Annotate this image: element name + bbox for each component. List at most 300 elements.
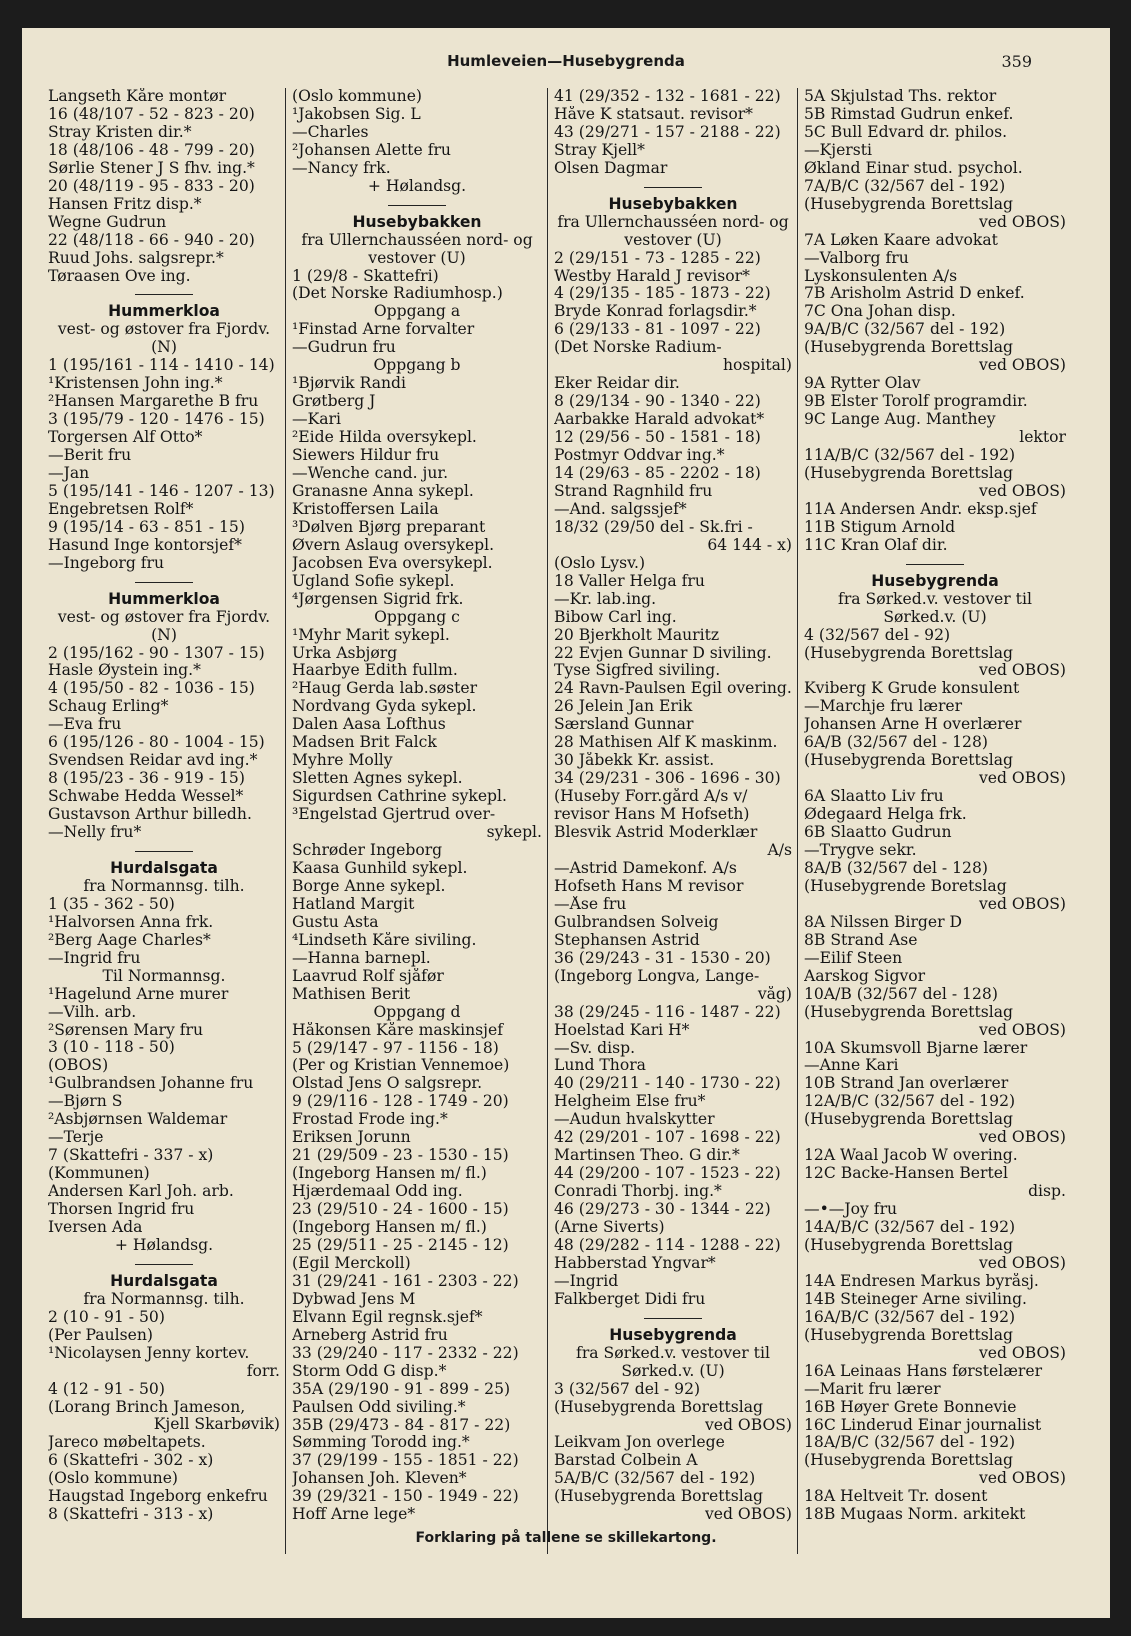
directory-entry: (Husebygrenda Borettslag (804, 1003, 1014, 1021)
section-divider (48, 1255, 280, 1273)
directory-entry: 6 (29/133 - 81 - 1097 - 22) (554, 321, 761, 339)
directory-entry: sykepl. (486, 824, 542, 842)
directory-entry: ved OBOS) (978, 357, 1066, 375)
directory-entry: 14A/B/C (32/567 del - 192) (804, 1219, 1016, 1237)
directory-entry: ¹Jakobsen Sig. L (292, 105, 421, 123)
directory-entry: —Wenche cand. jur. (292, 465, 449, 482)
section-divider (48, 285, 280, 303)
direction-note: Sørked.v. (U) (621, 1362, 725, 1380)
directory-entry: Kviberg K Grude konsulent (804, 680, 1020, 698)
page-header (22, 52, 1110, 74)
directory-entry: 20 Bjerkholt Mauritz (554, 626, 720, 644)
direction-note: + Hølandsg. (367, 177, 467, 195)
page-title: Humleveien—Husebygrenda (447, 52, 685, 70)
directory-entry: 6A/B (32/567 del - 128) (804, 734, 988, 752)
directory-entry: —Vilh. arb. (48, 1003, 137, 1021)
direction-note: vest- og østover fra Fjordv. (57, 608, 271, 626)
directory-entry: Wegne Gudrun (48, 213, 167, 231)
directory-entry: Falkberget Didi fru (554, 1290, 706, 1308)
directory-entry: Siewers Hildur fru (292, 447, 440, 465)
directory-entry: Langseth Kåre montør (48, 88, 227, 105)
directory-entry: Olstad Jens O salgsrepr. (292, 1075, 483, 1093)
directory-entry: Gustu Asta (292, 913, 379, 931)
direction-note: fra Sørked.v. vestover til (838, 590, 1032, 608)
directory-entry: (Oslo kommune) (292, 88, 423, 105)
directory-entry: Dybwad Jens M (292, 1290, 416, 1308)
directory-entry: —Astrid Damekonf. A/s (554, 859, 737, 877)
directory-entry: —Kr. lab.ing. (554, 590, 657, 608)
directory-entry: 7 (Skattefri - 337 - x) (48, 1147, 214, 1165)
section-divider (554, 178, 792, 196)
directory-entry: Paulsen Odd siviling.* (292, 1398, 466, 1416)
column-1 (48, 88, 280, 1554)
directory-entry: 8A Nilssen Birger D (804, 913, 963, 931)
directory-entry: Håkonsen Kåre maskinsjef (292, 1021, 503, 1039)
directory-entry: —Ingrid (554, 1272, 619, 1290)
street-heading: Hummerkloa (108, 303, 220, 321)
directory-entry: 5A Skjulstad Ths. rektor (804, 88, 997, 105)
directory-entry: Helgheim Else fru* (554, 1093, 706, 1111)
directory-entry: 2 (29/151 - 73 - 1285 - 22) (554, 249, 761, 267)
direction-note: fra Sørked.v. vestover til (576, 1344, 770, 1362)
directory-entry: 39 (29/321 - 150 - 1949 - 22) (292, 1488, 519, 1506)
directory-entry: 21 (29/509 - 23 - 1530 - 15) (292, 1147, 509, 1165)
directory-entry: —Berit fru (48, 447, 132, 465)
directory-entry: (OBOS) (48, 1057, 109, 1075)
directory-entry: 23 (29/510 - 24 - 1600 - 15) (292, 1201, 509, 1219)
directory-entry: Habberstad Yngvar* (554, 1254, 716, 1272)
directory-entry: (Husebygrenda Borettslag (554, 1398, 764, 1416)
directory-entry: —Anne Kari (804, 1057, 899, 1075)
directory-entry: —Jan (48, 465, 90, 482)
directory-entry: (Per og Kristian Vennemoe) (292, 1057, 510, 1075)
direction-note: Sørked.v. (U) (883, 608, 987, 626)
direction-note: (N) (151, 339, 177, 357)
directory-entry: —Eva fru (48, 716, 122, 734)
section-divider (48, 842, 280, 860)
directory-entry: revisor Hans M Hofseth) (554, 806, 750, 824)
directory-entry: 1 (29/8 - Skattefri) (292, 267, 439, 285)
direction-note: Oppgang d (373, 1003, 461, 1021)
directory-entry: Myhre Molly (292, 752, 393, 770)
directory-entry: Ruud Johs. salgsrepr.* (48, 249, 224, 267)
directory-entry: 11B Stigum Arnold (804, 518, 956, 536)
directory-entry: 6B Slaatto Gudrun (804, 824, 952, 842)
directory-entry: Strand Ragnhild fru (554, 482, 713, 500)
directory-entry: (Husebygrenda Borettslag (554, 1488, 764, 1506)
directory-entry: (Husebygrenda Borettslag (804, 195, 1014, 213)
directory-entry: ved OBOS) (704, 1506, 792, 1524)
directory-entry: Storm Odd G disp.* (292, 1362, 447, 1380)
directory-entry: 35B (29/473 - 84 - 817 - 22) (292, 1416, 511, 1434)
directory-entry: 28 Mathisen Alf K maskinm. (554, 734, 778, 752)
directory-entry: —Sv. disp. (554, 1039, 636, 1057)
directory-entry: 38 (29/245 - 116 - 1487 - 22) (554, 1003, 781, 1021)
column-4 (804, 88, 1066, 1554)
direction-note: + Hølandsg. (114, 1236, 214, 1254)
directory-entry: 3 (32/567 del - 92) (554, 1380, 701, 1398)
directory-entry: —Audun hvalskytter (554, 1111, 715, 1129)
directory-entry: ¹Kristensen John ing.* (48, 375, 223, 393)
directory-entry: Martinsen Theo. G dir.* (554, 1147, 740, 1165)
directory-entry: —Charles (292, 123, 369, 141)
directory-entry: —Trygve sekr. (804, 842, 917, 860)
directory-entry: 11A/B/C (32/567 del - 192) (804, 447, 1016, 465)
directory-entry: 8 (195/23 - 36 - 919 - 15) (48, 770, 245, 788)
directory-entry: 41 (29/352 - 132 - 1681 - 22) (554, 88, 781, 105)
directory-entry: (Husebygrenda Borettslag (804, 644, 1014, 662)
directory-entry: —Kari (292, 411, 341, 429)
directory-entry: 2 (10 - 91 - 50) (48, 1308, 165, 1326)
directory-entry: ¹Halvorsen Anna frk. (48, 913, 214, 931)
directory-entry: ved OBOS) (978, 213, 1066, 231)
directory-entry: 44 (29/200 - 107 - 1523 - 22) (554, 1165, 781, 1183)
directory-entry: ved OBOS) (978, 1021, 1066, 1039)
directory-entry: (Egil Merckoll) (292, 1254, 411, 1272)
directory-entry: forr. (246, 1362, 280, 1380)
directory-entry: (Huseby Forr.gård A/s v/ (554, 788, 748, 806)
directory-entry: 9 (29/116 - 128 - 1749 - 20) (292, 1093, 509, 1111)
directory-entry: Leikvam Jon overlege (554, 1434, 725, 1452)
directory-entry: 22 Evjen Gunnar D siviling. (554, 644, 772, 662)
directory-entry: Ødegaard Helga frk. (804, 806, 967, 824)
directory-entry: 10A Skumsvoll Bjarne lærer (804, 1039, 1028, 1057)
direction-note: fra Ullernchausséen nord- og (301, 231, 533, 249)
directory-entry: —Gudrun fru (292, 339, 396, 357)
page-footer-note: Forklaring på tallene se skillekartong. (415, 1530, 717, 1546)
directory-entry: 5 (195/141 - 146 - 1207 - 13) (48, 482, 275, 500)
directory-entry: 12 (29/56 - 50 - 1581 - 18) (554, 429, 761, 447)
directory-entry: 14B Steineger Arne siviling. (804, 1290, 1028, 1308)
directory-entry: Hansen Fritz disp.* (48, 195, 202, 213)
directory-entry: 16C Linderud Einar journalist (804, 1416, 1042, 1434)
directory-entry: 8 (29/134 - 90 - 1340 - 22) (554, 393, 761, 411)
directory-entry: 26 Jelein Jan Erik (554, 698, 693, 716)
directory-entry: (Husebygrenda Borettslag (804, 752, 1014, 770)
directory-page (22, 28, 1110, 1618)
directory-entry: Stephansen Astrid (554, 931, 700, 949)
directory-entry: (Oslo Lysv.) (554, 554, 646, 572)
directory-entry: Nordvang Gyda sykepl. (292, 698, 477, 716)
directory-entry: Urka Asbjørg (292, 644, 398, 662)
directory-entry: Øvern Aslaug oversykepl. (292, 536, 495, 554)
directory-entry: våg) (757, 985, 792, 1003)
directory-entry: Hoff Arne lege* (292, 1506, 416, 1524)
directory-entry: 7A/B/C (32/567 del - 192) (804, 177, 1006, 195)
directory-entry: 37 (29/199 - 155 - 1851 - 22) (292, 1452, 519, 1470)
directory-entry: 64 144 - x) (707, 536, 792, 554)
directory-entry: 14A Endresen Markus byråsj. (804, 1272, 1039, 1290)
directory-entry: Bibow Carl ing. (554, 608, 677, 626)
directory-entry: 46 (29/273 - 30 - 1344 - 22) (554, 1201, 771, 1219)
directory-entry: 10A/B (32/567 del - 128) (804, 985, 998, 1003)
directory-entry: Iversen Ada (48, 1219, 143, 1236)
directory-entry: 4 (29/135 - 185 - 1873 - 22) (554, 285, 771, 303)
directory-entry: (Husebygrenda Borettslag (804, 1326, 1014, 1344)
directory-entry: ved OBOS) (978, 770, 1066, 788)
directory-entry: 16A Leinaas Hans førstelærer (804, 1362, 1043, 1380)
directory-entry: Haugstad Ingeborg enkefru (48, 1488, 268, 1506)
directory-entry: ¹Bjørvik Randi (292, 375, 406, 393)
direction-note: fra Ullernchausséen nord- og (557, 213, 789, 231)
section-divider (48, 573, 280, 591)
directory-entry: Schrøder Ingeborg (292, 842, 443, 860)
directory-entry: ved OBOS) (978, 1254, 1066, 1272)
directory-entry: Svendsen Reidar avd ing.* (48, 752, 258, 770)
column-2 (292, 88, 542, 1554)
direction-note: Oppgang c (374, 608, 460, 626)
directory-entry: 1 (35 - 362 - 50) (48, 895, 175, 913)
directory-entry: 6 (195/126 - 80 - 1004 - 15) (48, 734, 265, 752)
directory-entry: —•—Joy fru (804, 1201, 898, 1219)
section-divider (292, 196, 542, 214)
directory-entry: (Husebygrende Boretslag (804, 877, 1007, 895)
directory-entry: ¹Gulbrandsen Johanne fru (48, 1075, 254, 1093)
directory-entry: 35A (29/190 - 91 - 899 - 25) (292, 1380, 511, 1398)
directory-entry: Schwabe Hedda Wessel* (48, 788, 244, 806)
directory-entry: —Terje (48, 1129, 104, 1147)
directory-entry: Hasund Inge kontorsjef* (48, 536, 242, 554)
directory-entry: —Ingrid fru (48, 949, 141, 967)
directory-entry: Kaasa Gunhild sykepl. (292, 859, 468, 877)
directory-entry: 20 (48/119 - 95 - 833 - 20) (48, 177, 255, 195)
directory-entry: 43 (29/271 - 157 - 2188 - 22) (554, 123, 781, 141)
directory-entry: 8B Strand Ase (804, 931, 918, 949)
directory-entry: (Per Paulsen) (48, 1326, 153, 1344)
directory-entry: Andersen Karl Joh. arb. (48, 1183, 234, 1201)
direction-note: Oppgang b (373, 357, 461, 375)
directory-entry: 16A/B/C (32/567 del - 192) (804, 1308, 1016, 1326)
column-divider (285, 88, 286, 1554)
directory-entry: Jareco møbeltapets. (48, 1434, 206, 1452)
column-3 (554, 88, 792, 1554)
directory-entry: Mathisen Berit (292, 985, 411, 1003)
directory-entry: A/s (767, 842, 792, 860)
directory-entry: 4 (195/50 - 82 - 1036 - 15) (48, 680, 255, 698)
directory-entry: Stray Kjell* (554, 141, 645, 159)
street-heading: Husebygrenda (609, 1326, 737, 1344)
directory-entry: 1 (195/161 - 114 - 1410 - 14) (48, 357, 275, 375)
street-heading: Hurdalsgata (110, 859, 218, 877)
directory-entry: Engebretsen Rolf* (48, 500, 194, 518)
directory-entry: Johansen Joh. Kleven* (292, 1470, 467, 1488)
directory-entry: Westby Harald J revisor* (554, 267, 750, 285)
directory-entry: Barstad Colbein A (554, 1452, 698, 1470)
direction-note: fra Normannsg. tilh. (83, 1290, 245, 1308)
directory-entry: 40 (29/211 - 140 - 1730 - 22) (554, 1075, 781, 1093)
directory-entry: —Hanna barnepl. (292, 949, 431, 967)
section-divider (804, 555, 1066, 573)
directory-entry: disp. (1028, 1183, 1066, 1201)
directory-entry: 5B Rimstad Gudrun enkef. (804, 105, 1014, 123)
directory-entry: 16 (48/107 - 52 - 823 - 20) (48, 105, 255, 123)
directory-entry: Stray Kristen dir.* (48, 123, 192, 141)
directory-entry: Frostad Frode ing.* (292, 1111, 448, 1129)
directory-entry: ²Asbjørnsen Waldemar (48, 1111, 228, 1129)
directory-entry: —Kjersti (804, 141, 873, 159)
directory-entry: (Husebygrenda Borettslag (804, 1111, 1014, 1129)
directory-entry: ¹Hagelund Arne murer (48, 985, 229, 1003)
directory-entry: (Ingeborg Longva, Lange- (554, 967, 760, 985)
street-heading: Husebybakken (352, 213, 482, 231)
directory-entry: 33 (29/240 - 117 - 2332 - 22) (292, 1344, 519, 1362)
directory-entry: 9A/B/C (32/567 del - 192) (804, 321, 1006, 339)
directory-entry: 7B Arisholm Astrid D enkef. (804, 285, 1025, 303)
direction-note: (N) (151, 626, 177, 644)
directory-entry: ³Engelstad Gjertrud over- (292, 806, 496, 824)
directory-entry: Hatland Margit (292, 895, 415, 913)
directory-entry: Bryde Konrad forlagsdir.* (554, 303, 757, 321)
directory-entry: ved OBOS) (978, 662, 1066, 680)
directory-entry: 2 (195/162 - 90 - 1307 - 15) (48, 644, 265, 662)
directory-entry: 18A/B/C (32/567 del - 192) (804, 1434, 1016, 1452)
directory-entry: 8 (Skattefri - 313 - x) (48, 1506, 214, 1524)
directory-entry: 4 (12 - 91 - 50) (48, 1380, 165, 1398)
directory-entry: —Åse fru (554, 895, 627, 913)
directory-entry: 9C Lange Aug. Manthey (804, 411, 996, 429)
directory-entry: 3 (195/79 - 120 - 1476 - 15) (48, 411, 265, 429)
directory-entry: 12A Waal Jacob W overing. (804, 1147, 1018, 1165)
directory-entry: 42 (29/201 - 107 - 1698 - 22) (554, 1129, 781, 1147)
street-heading: Hurdalsgata (110, 1272, 218, 1290)
directory-entry: —Ingeborg fru (48, 554, 165, 572)
directory-entry: 36 (29/243 - 31 - 1530 - 20) (554, 949, 771, 967)
directory-entry: Hasle Øystein ing.* (48, 662, 201, 680)
directory-entry: Elvann Egil regnsk.sjef* (292, 1308, 483, 1326)
directory-entry: Hofseth Hans M revisor (554, 877, 744, 895)
directory-entry: Sletten Agnes sykepl. (292, 770, 463, 788)
directory-entry: Gustavson Arthur billedh. (48, 806, 252, 824)
directory-entry: 31 (29/241 - 161 - 2303 - 22) (292, 1272, 519, 1290)
directory-entry: 18 Valler Helga fru (554, 572, 705, 590)
directory-entry: 6 (Skattefri - 302 - x) (48, 1452, 214, 1470)
section-divider (554, 1309, 792, 1327)
direction-note: vestover (U) (368, 249, 466, 267)
column-divider (547, 88, 548, 1554)
directory-entry: ²Haug Gerda lab.søster (292, 680, 478, 698)
directory-entry: —Nancy frk. (292, 159, 391, 177)
directory-entry: Olsen Dagmar (554, 159, 668, 177)
directory-entry: (Det Norske Radiumhosp.) (292, 285, 503, 303)
directory-entry: (Husebygrenda Borettslag (804, 465, 1014, 483)
directory-entry: 34 (29/231 - 306 - 1696 - 30) (554, 770, 781, 788)
directory-entry: Conradi Thorbj. ing.* (554, 1183, 722, 1201)
directory-entry: 7C Ona Johan disp. (804, 303, 956, 321)
direction-note: Oppgang a (373, 303, 461, 321)
directory-entry: Arneberg Astrid fru (292, 1326, 448, 1344)
directory-entry: Hoelstad Kari H* (554, 1021, 690, 1039)
directory-entry: Laavrud Rolf sjåfør (292, 967, 444, 985)
directory-entry: 18 (48/106 - 48 - 799 - 20) (48, 141, 255, 159)
directory-entry: Granasne Anna sykepl. (292, 482, 474, 500)
direction-note: vestover (U) (624, 231, 722, 249)
directory-entry: Tøraasen Ove ing. (48, 267, 191, 285)
directory-entry: 12A/B/C (32/567 del - 192) (804, 1093, 1016, 1111)
directory-entry: 16B Høyer Grete Bonnevie (804, 1398, 1017, 1416)
directory-entry: ved OBOS) (978, 482, 1066, 500)
directory-entry: 22 (48/118 - 66 - 940 - 20) (48, 231, 255, 249)
directory-entry: 18/32 (29/50 del - Sk.fri - (554, 518, 753, 536)
directory-entry: —Nelly fru* (48, 824, 142, 842)
directory-entry: 48 (29/282 - 114 - 1288 - 22) (554, 1236, 781, 1254)
directory-entry: 10B Strand Jan overlærer (804, 1075, 1009, 1093)
directory-entry: Sigurdsen Cathrine sykepl. (292, 788, 507, 806)
direction-note: vest- og østover fra Fjordv. (57, 321, 271, 339)
directory-entry: (Ingeborg Hansen m/ fl.) (292, 1219, 487, 1237)
directory-entry: Schaug Erling* (48, 698, 169, 716)
direction-note: Til Normannsg. (102, 967, 226, 985)
directory-entry: (Ingeborg Hansen m/ fl.) (292, 1165, 487, 1183)
directory-entry: (Lorang Brinch Jameson, (48, 1398, 246, 1416)
directory-entry: Kristoffersen Laila (292, 500, 439, 518)
directory-entry: 25 (29/511 - 25 - 2145 - 12) (292, 1236, 509, 1254)
directory-entry: —Marit fru lærer (804, 1380, 941, 1398)
directory-entry: 5A/B/C (32/567 del - 192) (554, 1470, 756, 1488)
directory-entry: —Eilif Steen (804, 949, 903, 967)
directory-entry: 11A Andersen Andr. eksp.sjef (804, 500, 1037, 518)
directory-entry: 5C Bull Edvard dr. philos. (804, 123, 1008, 141)
directory-entry: Aarskog Sigvor (804, 967, 926, 985)
directory-entry: ²Sørensen Mary fru (48, 1021, 204, 1039)
directory-entry: 8A/B (32/567 del - 128) (804, 859, 988, 877)
directory-entry: ¹Nicolaysen Jenny kortev. (48, 1344, 250, 1362)
page-number: 359 (1001, 52, 1032, 71)
directory-entry: hospital) (722, 357, 792, 375)
directory-entry: Blesvik Astrid Moderklær (554, 824, 758, 842)
directory-entry: Torgersen Alf Otto* (48, 429, 203, 447)
directory-entry: Jacobsen Eva oversykepl. (292, 554, 493, 572)
directory-entry: Gulbrandsen Solveig (554, 913, 719, 931)
street-heading: Husebybakken (608, 195, 738, 213)
directory-entry: Tyse Sigfred siviling. (554, 662, 721, 680)
directory-entry: Håve K statsaut. revisor* (554, 105, 753, 123)
directory-entry: —Bjørn S (48, 1093, 123, 1111)
directory-entry: Hjærdemaal Odd ing. (292, 1183, 463, 1201)
directory-entry: Eker Reidar dir. (554, 375, 680, 393)
directory-entry: —And. salgssjef* (554, 500, 687, 518)
directory-entry: ²Berg Aage Charles* (48, 931, 211, 949)
directory-entry: Grøtberg J (292, 393, 376, 411)
directory-entry: 4 (32/567 del - 92) (804, 626, 951, 644)
directory-entry: 5 (29/147 - 97 - 1156 - 18) (292, 1039, 499, 1057)
directory-entry: lektor (1019, 429, 1066, 447)
directory-entry: (Husebygrenda Borettslag (804, 1236, 1014, 1254)
directory-entry: ved OBOS) (978, 895, 1066, 913)
directory-entry: —Marchje fru lærer (804, 698, 963, 716)
directory-entry: 9B Elster Torolf programdir. (804, 393, 1028, 411)
directory-entry: Johansen Arne H overlærer (804, 716, 1022, 734)
directory-entry: ⁴Lindseth Kåre siviling. (292, 931, 477, 949)
directory-entry: ²Johansen Alette fru (292, 141, 451, 159)
direction-note: fra Normannsg. tilh. (83, 877, 245, 895)
directory-entry: Særsland Gunnar (554, 716, 694, 734)
directory-entry: Sømming Torodd ing.* (292, 1434, 470, 1452)
directory-entry: Økland Einar stud. psychol. (804, 159, 1023, 177)
directory-entry: ved OBOS) (978, 1129, 1066, 1147)
directory-entry: Postmyr Oddvar ing.* (554, 447, 725, 465)
directory-entry: ³Dølven Bjørg preparant (292, 518, 486, 536)
directory-entry: Lyskonsulenten A/s (804, 267, 958, 285)
directory-entry: ved OBOS) (978, 1344, 1066, 1362)
directory-entry: (Arne Siverts) (554, 1219, 665, 1237)
directory-entry: ²Hansen Margarethe B fru (48, 393, 259, 411)
directory-entry: —Valborg fru (804, 249, 909, 267)
directory-entry: 11C Kran Olaf dir. (804, 536, 948, 554)
directory-entry: ved OBOS) (704, 1416, 792, 1434)
directory-entry: Lund Thora (554, 1057, 646, 1075)
directory-entry: ¹Myhr Marit sykepl. (292, 626, 450, 644)
directory-entry: Borge Anne sykepl. (292, 877, 446, 895)
